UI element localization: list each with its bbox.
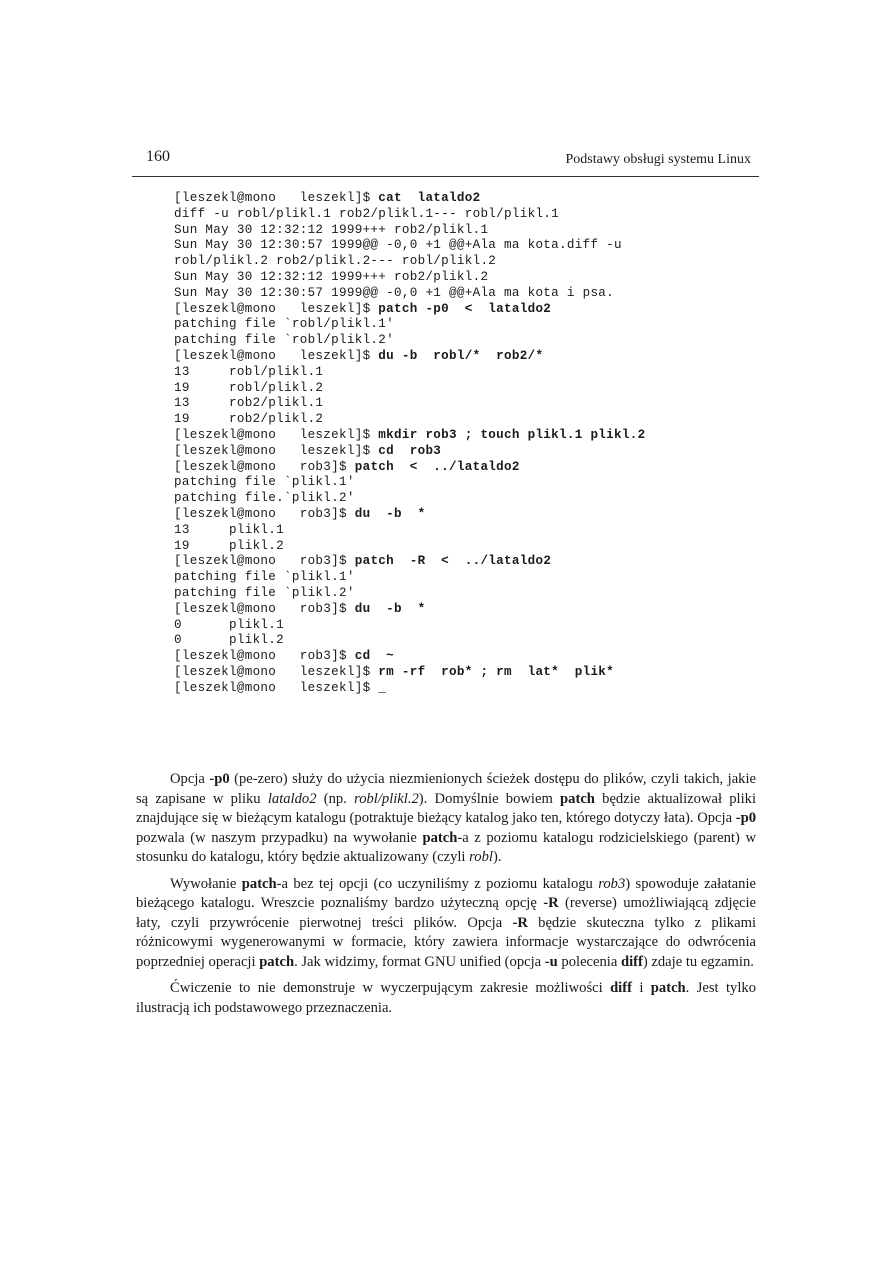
- paragraph: [136, 979, 756, 1018]
- terminal-line: [174, 333, 734, 349]
- bold-term: patch: [259, 953, 295, 970]
- terminal-line: [174, 270, 734, 286]
- terminal-text: 19 rob2/plikl.2: [174, 412, 324, 427]
- command-text: cat lataldo2: [378, 191, 481, 205]
- terminal-line: [174, 302, 734, 318]
- text-run: . Jest tylko ilustracją ich podstawowego przeznaczenia.: [136, 980, 756, 1016]
- terminal-text: 0 plikl.2: [174, 633, 285, 648]
- terminal-line: [174, 207, 734, 223]
- command-text: rm -rf rob* ; rm lat* plik*: [378, 664, 615, 679]
- text-run: ).: [492, 849, 502, 865]
- terminal-line: [174, 396, 734, 412]
- terminal-line: [174, 539, 734, 555]
- terminal-line: [174, 618, 734, 634]
- terminal-listing: [174, 191, 734, 697]
- terminal-line: [174, 365, 734, 381]
- text-run: -a bez tej opcji (co uczyniliśmy z poziomu katalogu: [276, 875, 599, 892]
- bold-term: patch: [241, 875, 277, 892]
- page-number: 160: [146, 148, 170, 165]
- terminal-text: [leszekl@mono leszekl]$: [174, 191, 379, 205]
- command-text: du -b *: [354, 601, 426, 616]
- text-run: ) zdaje tu egzamin.: [642, 953, 754, 970]
- command-text: cd rob3: [378, 443, 442, 458]
- bold-term: -R: [543, 895, 559, 911]
- terminal-text: [leszekl@mono leszekl]$: [174, 348, 379, 363]
- terminal-line: [174, 491, 734, 507]
- terminal-text: [leszekl@mono leszekl]$: [174, 664, 379, 679]
- bold-term: diff: [610, 980, 632, 996]
- bold-term: diff: [621, 953, 643, 970]
- terminal-text: Sun May 30 12:32:12 1999+++ rob2/plikl.2: [174, 269, 489, 284]
- text-run: Ćwiczenie to nie demonstruje w wyczerpującym zakresie możliwości: [170, 980, 611, 996]
- terminal-text: [leszekl@mono rob3]$: [174, 459, 355, 474]
- terminal-text: [leszekl@mono leszekl]$: [174, 443, 379, 458]
- command-text: du -b *: [354, 506, 426, 521]
- command-text: patch < ../lataldo2: [354, 459, 520, 474]
- terminal-text: 13 plikl.1: [174, 522, 285, 537]
- terminal-line: [174, 460, 734, 476]
- text-run: (reverse) umożliwiającą zdjęcie łaty, czyli przywrócenie pierwotnej treści plików. Opcja: [136, 895, 757, 931]
- terminal-line: [174, 349, 734, 365]
- text-run: ) spowoduje załatanie bieżącego katalogu. Wreszcie poznaliśmy bardzo użyteczną opcję: [136, 875, 756, 911]
- command-text: patch -R < ../lataldo2: [354, 554, 552, 569]
- terminal-line: [174, 602, 734, 618]
- page-header: [132, 148, 759, 177]
- terminal-line: [174, 317, 734, 333]
- italic-term: lataldo2: [267, 790, 317, 807]
- text-run: i: [631, 980, 651, 996]
- terminal-line: [174, 570, 734, 586]
- terminal-line: [174, 475, 734, 491]
- bold-term: patch: [650, 980, 686, 996]
- terminal-text: Sun May 30 12:30:57 1999@@ -0,0 +1 @@+Ala ma kota i psa.: [174, 285, 615, 300]
- body-text: [136, 770, 756, 1025]
- terminal-text: [leszekl@mono rob3]$: [174, 554, 355, 569]
- paragraph: [136, 875, 756, 973]
- text-run: . Jak widzimy, format GNU unified (opcja: [294, 953, 545, 970]
- terminal-text: [leszekl@mono rob3]$: [174, 601, 355, 616]
- text-run: (np.: [316, 790, 355, 807]
- terminal-line: [174, 381, 734, 397]
- running-head: Podstawy obsługi systemu Linux: [565, 152, 751, 167]
- terminal-text: robl/plikl.2 rob2/plikl.2--- robl/plikl.2: [174, 254, 497, 269]
- terminal-text: [leszekl@mono leszekl]$: [174, 301, 379, 316]
- italic-term: robl/plikl.2: [354, 790, 419, 807]
- terminal-line: [174, 554, 734, 570]
- terminal-text: [leszekl@mono leszekl]$ _: [174, 680, 387, 695]
- terminal-text: [leszekl@mono rob3]$: [174, 506, 355, 521]
- bold-term: -u: [544, 953, 558, 970]
- terminal-line: [174, 649, 734, 665]
- text-run: -a z poziomu katalogu rodzicielskiego (parent) w stosunku do katalogu, który będzie aktualizowany (czyli: [136, 829, 756, 865]
- terminal-text: patching file `robl/plikl.2': [174, 333, 395, 348]
- terminal-line: [174, 238, 734, 254]
- bold-term: patch: [560, 790, 595, 807]
- text-run: Wywołanie: [170, 875, 242, 892]
- terminal-line: [174, 681, 734, 697]
- terminal-line: [174, 523, 734, 539]
- command-text: mkdir rob3 ; touch plikl.1 plikl.2: [378, 427, 646, 442]
- terminal-text: patching file `plikl.1': [174, 475, 355, 490]
- terminal-text: patching file `robl/plikl.1': [174, 317, 395, 332]
- text-run: (pe-zero) służy do użycia niezmienionych ścieżek dostępu do plików, czyli takich, jakie są zapisane w pliku: [136, 771, 756, 807]
- terminal-line: [174, 428, 734, 444]
- terminal-text: [leszekl@mono leszekl]$: [174, 427, 379, 442]
- terminal-text: patching file `plikl.1': [174, 570, 355, 585]
- terminal-text: Sun May 30 12:32:12 1999+++ rob2/plikl.1: [174, 222, 489, 237]
- terminal-line: [174, 507, 734, 523]
- bold-term: -p0: [735, 810, 756, 826]
- italic-term: robl: [469, 849, 493, 865]
- terminal-line: [174, 286, 734, 302]
- terminal-line: [174, 223, 734, 239]
- terminal-text: 13 robl/plikl.1: [174, 364, 324, 379]
- text-run: polecenia: [557, 953, 621, 970]
- terminal-line: [174, 191, 734, 207]
- terminal-text: patching file.`plikl.2': [174, 491, 355, 506]
- italic-term: rob3: [598, 875, 626, 892]
- terminal-text: 13 rob2/plikl.1: [174, 396, 324, 411]
- terminal-text: 0 plikl.1: [174, 617, 285, 632]
- text-run: pozwala (w naszym przypadku) na wywołanie: [136, 829, 423, 846]
- terminal-text: diff -u robl/plikl.1 rob2/plikl.1--- robl/plikl.1: [174, 206, 560, 221]
- terminal-line: [174, 586, 734, 602]
- bold-term: -p0: [209, 771, 230, 787]
- terminal-line: [174, 444, 734, 460]
- terminal-line: [174, 254, 734, 270]
- terminal-text: 19 robl/plikl.2: [174, 380, 324, 395]
- terminal-line: [174, 633, 734, 649]
- terminal-text: patching file `plikl.2': [174, 585, 355, 600]
- terminal-text: 19 plikl.2: [174, 538, 285, 553]
- terminal-line: [174, 412, 734, 428]
- command-text: patch -p0 < lataldo2: [378, 301, 552, 316]
- text-run: będzie skuteczna tylko z plikami różnicowymi wygenerowanymi w formacie, który zawiera informacje wystarczające do odwrócenia poprzedniej operacji: [136, 914, 756, 970]
- terminal-text: Sun May 30 12:30:57 1999@@ -0,0 +1 @@+Ala ma kota.diff -u: [174, 238, 622, 253]
- command-text: du -b robl/* rob2/*: [378, 348, 544, 363]
- terminal-text: [leszekl@mono rob3]$: [174, 649, 355, 664]
- text-run: ). Domyślnie bowiem: [418, 790, 561, 807]
- terminal-line: [174, 665, 734, 681]
- text-run: Opcja: [170, 771, 210, 787]
- bold-term: patch: [422, 829, 458, 846]
- paragraph: [136, 770, 756, 868]
- text-run: będzie aktualizował pliki znajdujące się w bieżącym katalogu (potraktuje bieżący katalog jako ten, którego dotyczy łata). Opcja: [136, 790, 756, 826]
- command-text: cd ~: [354, 649, 395, 664]
- bold-term: -R: [512, 914, 528, 931]
